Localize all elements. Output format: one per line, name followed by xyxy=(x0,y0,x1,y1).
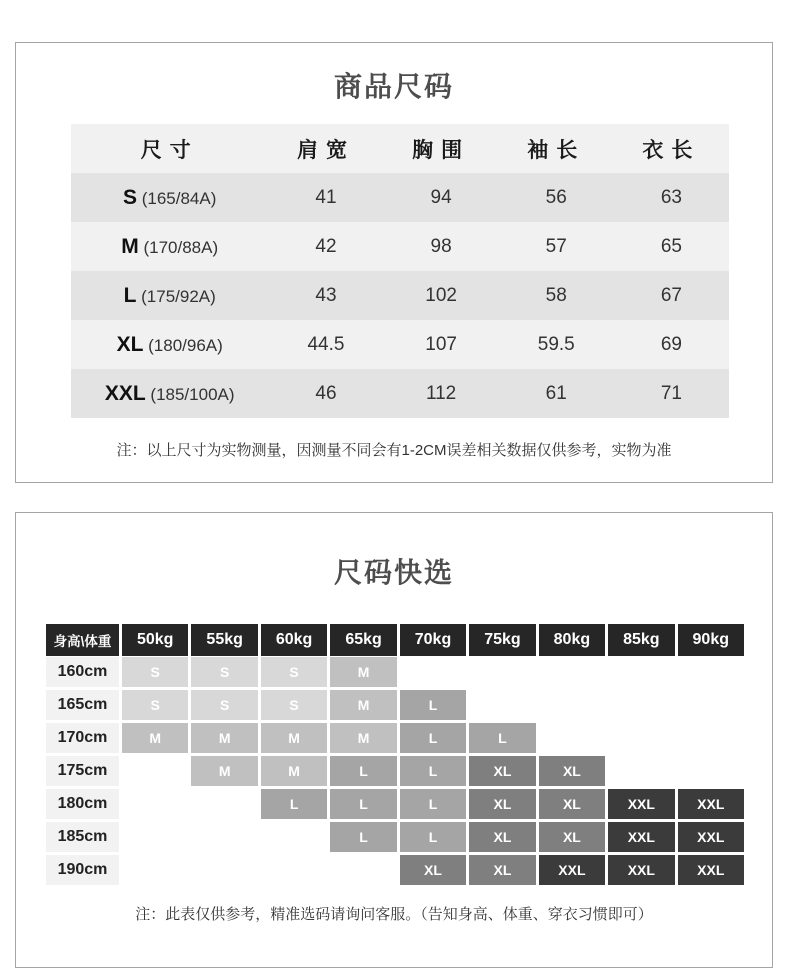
empty-cell xyxy=(191,855,257,885)
header-garment-length: 衣长 xyxy=(642,138,701,162)
quick-select-title: 尺码快选 xyxy=(333,557,454,588)
measurement-value-cell: 58 xyxy=(545,284,567,306)
empty-cell xyxy=(678,723,744,753)
empty-cell xyxy=(539,690,605,720)
height-label-cell: 165cm xyxy=(46,690,119,720)
weight-header-cell: 85kg xyxy=(608,624,674,656)
recommended-size-cell: L xyxy=(400,690,466,720)
size-table-row xyxy=(71,271,729,320)
empty-cell xyxy=(539,657,605,687)
measurement-value-cell: 98 xyxy=(430,235,452,257)
recommended-size-cell: L xyxy=(469,723,535,753)
weight-header-cell: 70kg xyxy=(400,624,466,656)
empty-cell xyxy=(191,822,257,852)
empty-cell xyxy=(469,657,535,687)
recommended-size-cell: XXL xyxy=(678,822,744,852)
weight-header-cell: 55kg xyxy=(191,624,257,656)
header-shoulder-width: 肩宽 xyxy=(296,138,355,162)
weight-header-cell: 65kg xyxy=(330,624,396,656)
recommended-size-cell: L xyxy=(400,756,466,786)
measurement-value-cell: 41 xyxy=(315,186,337,208)
weight-header-cell: 50kg xyxy=(122,624,188,656)
matrix-corner-label: 身高\体重 xyxy=(46,624,119,656)
size-letter: XXL xyxy=(104,381,146,405)
recommended-size-cell: S xyxy=(261,690,327,720)
recommended-size-cell: XXL xyxy=(539,855,605,885)
empty-cell xyxy=(122,789,188,819)
recommended-size-cell: L xyxy=(330,789,396,819)
size-table-header-row xyxy=(71,124,729,173)
measurement-value-cell: 112 xyxy=(425,382,457,404)
measurement-value-cell: 94 xyxy=(430,186,452,208)
height-label-cell: 170cm xyxy=(46,723,119,753)
recommended-size-cell: XL xyxy=(469,822,535,852)
measurement-value-cell: 67 xyxy=(660,284,682,306)
recommended-size-cell: XXL xyxy=(608,789,674,819)
size-table-row xyxy=(71,320,729,369)
recommended-size-cell: M xyxy=(191,756,257,786)
empty-cell xyxy=(678,690,744,720)
recommended-size-cell: M xyxy=(261,756,327,786)
measurement-value-cell: 43 xyxy=(315,284,337,306)
measurement-value-cell: 59.5 xyxy=(537,333,575,355)
empty-cell xyxy=(122,855,188,885)
size-spec: (180/96A) xyxy=(143,335,223,355)
empty-cell xyxy=(400,657,466,687)
height-label-cell: 185cm xyxy=(46,822,119,852)
empty-cell xyxy=(678,756,744,786)
recommended-size-cell: XL xyxy=(539,789,605,819)
measurement-value-cell: 102 xyxy=(425,284,457,306)
size-quick-select-matrix xyxy=(46,624,744,885)
empty-cell xyxy=(330,855,396,885)
weight-header-cell: 80kg xyxy=(539,624,605,656)
measurement-value-cell: 57 xyxy=(545,235,567,257)
recommended-size-cell: XXL xyxy=(678,789,744,819)
size-label-cell xyxy=(71,222,268,271)
empty-cell xyxy=(539,723,605,753)
recommended-size-cell: L xyxy=(261,789,327,819)
empty-cell xyxy=(678,657,744,687)
measurement-value-cell: 46 xyxy=(315,382,337,404)
quick-select-note: 注：此表仅供参考，精准选码请询问客服。（告知身高、体重、穿衣习惯即可） xyxy=(135,906,653,923)
recommended-size-cell: S xyxy=(191,657,257,687)
recommended-size-cell: S xyxy=(122,657,188,687)
recommended-size-cell: XL xyxy=(469,756,535,786)
empty-cell xyxy=(469,690,535,720)
recommended-size-cell: S xyxy=(191,690,257,720)
size-table-body xyxy=(71,173,729,418)
size-spec: (165/84A) xyxy=(137,188,217,208)
size-spec: (170/88A) xyxy=(138,237,219,257)
header-chest: 胸围 xyxy=(412,138,471,162)
measurement-value-cell: 44.5 xyxy=(307,333,345,355)
empty-cell xyxy=(122,822,188,852)
empty-cell xyxy=(608,657,674,687)
empty-cell xyxy=(191,789,257,819)
size-label-cell xyxy=(71,369,268,418)
size-label-cell xyxy=(71,173,268,222)
measurement-value-cell: 63 xyxy=(660,186,682,208)
recommended-size-cell: L xyxy=(330,822,396,852)
recommended-size-cell: XL xyxy=(539,822,605,852)
recommended-size-cell: M xyxy=(330,690,396,720)
recommended-size-cell: XL xyxy=(469,789,535,819)
measurement-value-cell: 71 xyxy=(660,382,682,404)
recommended-size-cell: XXL xyxy=(608,855,674,885)
recommended-size-cell: S xyxy=(261,657,327,687)
recommended-size-cell: M xyxy=(191,723,257,753)
weight-header-cell: 90kg xyxy=(678,624,744,656)
size-letter: L xyxy=(123,283,137,307)
recommended-size-cell: M xyxy=(330,723,396,753)
recommended-size-cell: XL xyxy=(469,855,535,885)
recommended-size-cell: M xyxy=(122,723,188,753)
recommended-size-cell: L xyxy=(400,789,466,819)
size-table-row xyxy=(71,222,729,271)
weight-header-cell: 75kg xyxy=(469,624,535,656)
size-letter: M xyxy=(121,234,139,258)
recommended-size-cell: S xyxy=(122,690,188,720)
weight-header-cell: 60kg xyxy=(261,624,327,656)
size-label-cell xyxy=(71,271,268,320)
recommended-size-cell: L xyxy=(400,723,466,753)
empty-cell xyxy=(261,855,327,885)
empty-cell xyxy=(122,756,188,786)
header-size: 尺寸 xyxy=(140,138,199,162)
measurement-value-cell: 65 xyxy=(660,235,682,257)
quick-select-panel xyxy=(15,512,773,968)
size-letter: XL xyxy=(116,332,144,356)
recommended-size-cell: M xyxy=(261,723,327,753)
measurement-value-cell: 107 xyxy=(425,333,457,355)
size-spec: (175/92A) xyxy=(136,286,216,306)
empty-cell xyxy=(608,723,674,753)
recommended-size-cell: XL xyxy=(539,756,605,786)
size-spec: (185/100A) xyxy=(145,384,235,404)
height-label-cell: 175cm xyxy=(46,756,119,786)
empty-cell xyxy=(261,822,327,852)
measurement-value-cell: 69 xyxy=(660,333,682,355)
measurement-value-cell: 42 xyxy=(315,235,337,257)
recommended-size-cell: XL xyxy=(400,855,466,885)
size-table-note: 注：以上尺寸为实物测量，因测量不同会有1-2CM误差相关数据仅供参考，实物为准 xyxy=(116,442,672,459)
recommended-size-cell: M xyxy=(330,657,396,687)
size-table-row xyxy=(71,173,729,222)
size-table-row xyxy=(71,369,729,418)
recommended-size-cell: XXL xyxy=(678,855,744,885)
empty-cell xyxy=(608,756,674,786)
measurement-value-cell: 56 xyxy=(545,186,567,208)
recommended-size-cell: L xyxy=(400,822,466,852)
height-label-cell: 180cm xyxy=(46,789,119,819)
recommended-size-cell: L xyxy=(330,756,396,786)
empty-cell xyxy=(608,690,674,720)
product-size-panel xyxy=(15,42,773,483)
recommended-size-cell: XXL xyxy=(608,822,674,852)
height-label-cell: 160cm xyxy=(46,657,119,687)
measurement-value-cell: 61 xyxy=(545,382,567,404)
height-label-cell: 190cm xyxy=(46,855,119,885)
product-size-title: 商品尺码 xyxy=(333,71,454,102)
size-label-cell xyxy=(71,320,268,369)
header-sleeve-length: 袖长 xyxy=(527,138,586,162)
size-measurements-table xyxy=(71,124,729,418)
size-letter: S xyxy=(122,185,137,209)
